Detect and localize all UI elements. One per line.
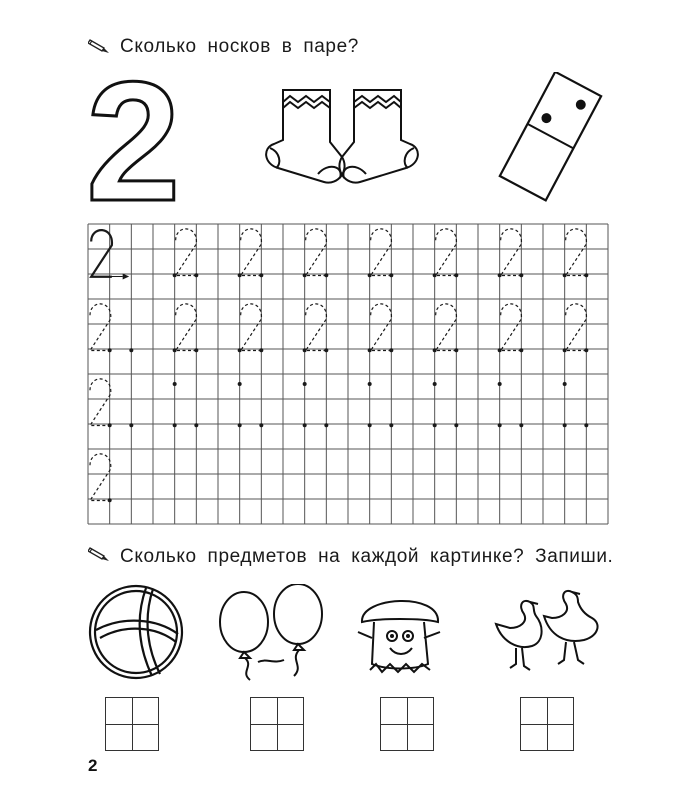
geese-illustration (488, 584, 608, 680)
guide-dot (259, 348, 263, 352)
digit-two-trace (241, 304, 262, 351)
digit-two-trace (90, 379, 111, 426)
guide-dot (498, 382, 502, 386)
digit-two-trace (501, 229, 522, 276)
guide-dot (454, 348, 458, 352)
digit-two-trace (566, 229, 587, 276)
guide-dot (173, 348, 177, 352)
answer-box-ball[interactable] (105, 697, 159, 751)
guide-dot (454, 273, 458, 277)
guide-dot (129, 423, 133, 427)
digit-two-trace (436, 304, 457, 351)
digit-two-trace (501, 304, 522, 351)
ball-illustration (86, 582, 186, 682)
digit-two-trace (91, 230, 112, 277)
mushroom-illustration (352, 584, 448, 680)
guide-dot (584, 423, 588, 427)
guide-dot (584, 348, 588, 352)
guide-dot (498, 423, 502, 427)
guide-dot (303, 273, 307, 277)
guide-dot (238, 348, 242, 352)
guide-dot (454, 423, 458, 427)
guide-dot (194, 423, 198, 427)
digit-two-trace (566, 304, 587, 351)
digit-two-trace (306, 304, 327, 351)
digit-two-trace (306, 229, 327, 276)
guide-dot (498, 348, 502, 352)
guide-dot (324, 423, 328, 427)
answer-box-mushroom[interactable] (380, 697, 434, 751)
guide-dot (108, 498, 112, 502)
guide-dot (563, 348, 567, 352)
guide-dot (368, 348, 372, 352)
guide-dot (194, 348, 198, 352)
digit-two-trace (436, 229, 457, 276)
guide-dot (498, 273, 502, 277)
guide-dot (433, 348, 437, 352)
guide-dot (173, 423, 177, 427)
guide-dot (519, 273, 523, 277)
guide-dot (433, 423, 437, 427)
digit-two-trace (176, 304, 197, 351)
answer-box-geese[interactable] (520, 697, 574, 751)
guide-dot (303, 382, 307, 386)
guide-dot (238, 273, 242, 277)
guide-dot (324, 348, 328, 352)
guide-dot (368, 382, 372, 386)
guide-dot (368, 273, 372, 277)
answer-box-balloons[interactable] (250, 697, 304, 751)
task-1-question: Сколько носков в паре? (120, 36, 359, 57)
guide-dot (303, 423, 307, 427)
task-2-question: Сколько предметов на каждой картинке? Запиши. (120, 546, 614, 567)
digit-two-trace (371, 304, 392, 351)
guide-dot (173, 273, 177, 277)
digit-two-trace (241, 229, 262, 276)
guide-dot (259, 273, 263, 277)
guide-dot (389, 423, 393, 427)
digit-two-trace (371, 229, 392, 276)
guide-dot (259, 423, 263, 427)
guide-dot (563, 273, 567, 277)
digit-two-trace (90, 304, 111, 351)
page-number: 2 (88, 756, 98, 775)
digit-two-trace (176, 229, 197, 276)
big-digit-text: 2 (86, 78, 181, 208)
writing-practice-grid[interactable] (84, 218, 614, 530)
guide-dot (563, 382, 567, 386)
guide-dot (108, 348, 112, 352)
guide-dot (389, 348, 393, 352)
guide-dot (238, 382, 242, 386)
guide-dot (519, 348, 523, 352)
guide-dot (303, 348, 307, 352)
guide-dot (194, 273, 198, 277)
guide-dot (324, 273, 328, 277)
guide-dot (563, 423, 567, 427)
guide-dot (433, 273, 437, 277)
guide-dot (129, 348, 133, 352)
pencil-icon-2 (88, 544, 110, 562)
guide-dot (584, 273, 588, 277)
pencil-icon (88, 36, 110, 54)
big-hollow-digit (82, 78, 192, 208)
balloons-illustration (214, 584, 328, 684)
guide-dot (389, 273, 393, 277)
guide-dot (238, 423, 242, 427)
socks-illustration (258, 82, 428, 202)
guide-dot (519, 423, 523, 427)
guide-dot (173, 382, 177, 386)
domino-illustration (494, 72, 606, 202)
guide-dot (368, 423, 372, 427)
guide-dot (108, 423, 112, 427)
digit-two-trace (90, 454, 111, 501)
guide-dot (433, 382, 437, 386)
